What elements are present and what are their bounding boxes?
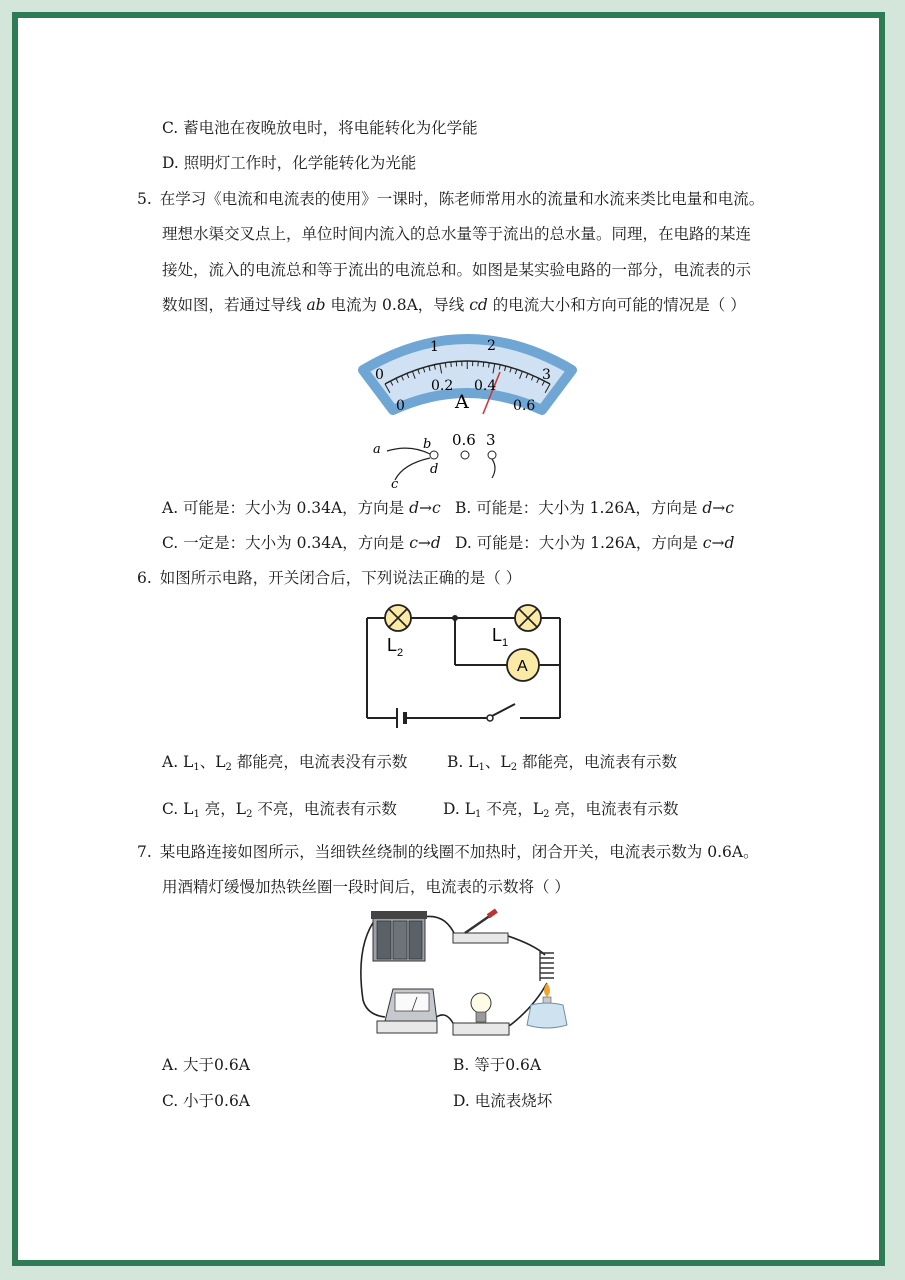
battery	[397, 708, 405, 728]
q6-option-c[interactable]: C. $L_1$ 亮，$L_2$ 不亮，电流表有示数	[162, 800, 397, 820]
q4-option-d[interactable]: D. 照明灯工作时，化学能转化为光能	[162, 154, 417, 172]
q6-number: 6.	[137, 569, 152, 587]
q5-option-b[interactable]: B. 可能是：大小为 1.26A，方向是 d→c	[455, 499, 734, 517]
q7-apparatus	[355, 905, 585, 1045]
ammeter-symbol	[507, 649, 539, 681]
wire-3	[492, 459, 495, 478]
q6-option-d[interactable]: D. $L_1$ 不亮，$L_2$ 亮，电流表有示数	[443, 800, 679, 820]
junction-dot	[452, 615, 458, 621]
q5-stem-line-3: 接处，流入的电流总和等于流出的电流总和。如图是某实验电路的一部分，电流表的示	[162, 261, 752, 279]
label-l1: $L_1$	[492, 625, 509, 649]
wire-label-b: b	[423, 437, 432, 452]
terminal-minus[interactable]	[430, 451, 438, 459]
wire-label-c: c	[391, 477, 399, 492]
terminal-06-label: 0.6	[452, 431, 476, 449]
bottom-scale-0: 0	[396, 398, 405, 414]
top-scale-3: 3	[542, 367, 551, 383]
q7-stem-line-1: 7. 某电路连接如图所示，当细铁丝绕制的线圈不加热时，闭合开关，电流表示数为 0.6A。	[137, 843, 759, 861]
q7-option-b[interactable]: B. 等于0.6A	[453, 1056, 542, 1074]
top-scale-2: 2	[487, 338, 496, 354]
scale-tick	[483, 362, 484, 367]
lamp-l1	[515, 605, 541, 631]
q7-stem-line-2: 用酒精灯缓慢加热铁丝圈一段时间后，电流表的示数将（ ）	[162, 878, 570, 896]
top-scale-1: 1	[430, 339, 439, 355]
q6-stem: 6. 如图所示电路，开关闭合后，下列说法正确的是（ ）	[137, 569, 522, 587]
q5-number: 5.	[137, 190, 152, 208]
terminal-06[interactable]	[461, 451, 469, 459]
ammeter-figure	[355, 328, 580, 493]
q5-option-a[interactable]: A. 可能是：大小为 0.34A，方向是 d→c	[162, 499, 441, 517]
q5-option-d[interactable]: D. 可能是：大小为 1.26A，方向是 c→d	[455, 534, 735, 552]
top-scale-0: 0	[375, 367, 384, 383]
lamp-l2	[385, 605, 411, 631]
q6-circuit	[355, 598, 575, 728]
bottom-scale-04: 0.4	[474, 378, 497, 394]
battery-pack	[371, 911, 427, 961]
label-l2: $L_2$	[387, 635, 404, 659]
meter-unit-label: A	[455, 391, 469, 413]
q6-option-a[interactable]: A. $L_1$、$L_2$ 都能亮，电流表没有示数	[162, 753, 408, 773]
q7-option-a[interactable]: A. 大于0.6A	[162, 1056, 250, 1074]
q7-option-c[interactable]: C. 小于0.6A	[162, 1092, 251, 1110]
iron-wire-coil	[540, 951, 554, 981]
q5-stem-line-2: 理想水渠交叉点上，单位时间内流入的总水量等于流出的总水量。同理，在电路的某连	[162, 225, 752, 243]
bottom-scale-02: 0.2	[431, 378, 454, 394]
bulb-on-base	[453, 993, 509, 1035]
knife-switch[interactable]	[453, 908, 508, 943]
q5-stem-line-4: 数如图，若通过导线 ab 电流为 0.8A，导线 cd 的电流大小和方向可能的情况是（ ）	[162, 296, 746, 314]
alcohol-lamp	[527, 983, 567, 1028]
wire-cd	[395, 458, 430, 480]
svg-text:A: A	[517, 658, 528, 675]
q5-stem-line-1: 5. 在学习《电流和电流表的使用》一课时，陈老师常用水的流量和水流来类比电量和电流。	[137, 190, 765, 208]
q6-option-b[interactable]: B. $L_1$、$L_2$ 都能亮，电流表有示数	[447, 753, 678, 773]
wire-label-d: d	[430, 462, 439, 477]
terminal-3-label: 3	[486, 431, 496, 449]
q5-option-c[interactable]: C. 一定是：大小为 0.34A，方向是 c→d	[162, 534, 441, 552]
bottom-scale-06: 0.6	[513, 398, 536, 414]
switch[interactable]	[487, 704, 515, 721]
wire-label-a: a	[373, 442, 381, 457]
terminal-3[interactable]	[488, 451, 496, 459]
bench-ammeter	[377, 989, 437, 1033]
q7-option-d[interactable]: D. 电流表烧坏	[453, 1092, 553, 1110]
q4-option-c[interactable]: C. 蓄电池在夜晚放电时，将电能转化为化学能	[162, 119, 478, 137]
scale-tick	[451, 362, 452, 367]
q7-number: 7.	[137, 843, 152, 861]
